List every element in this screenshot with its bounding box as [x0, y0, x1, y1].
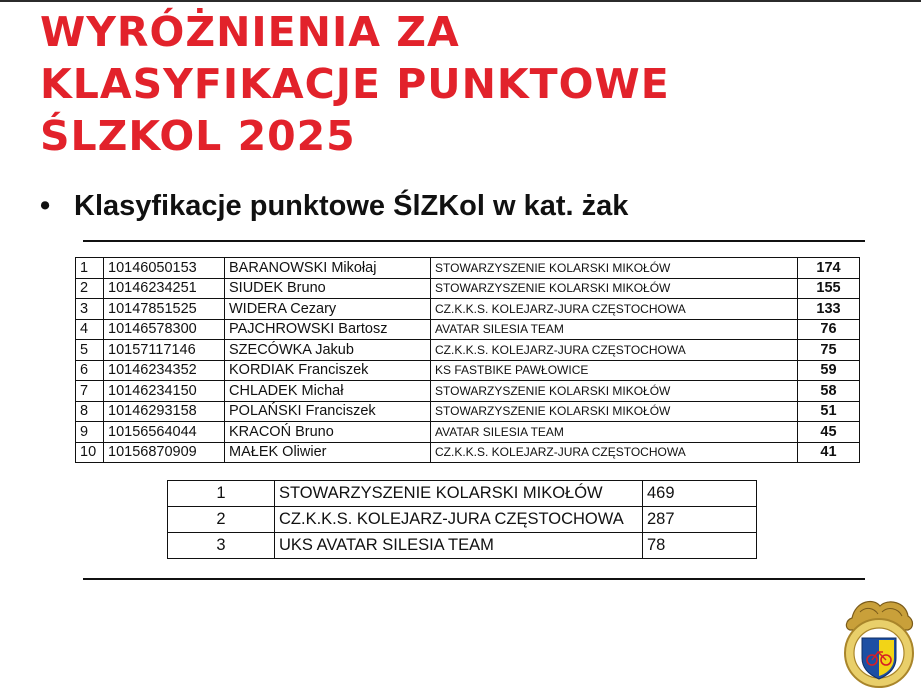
row-rider-name: MAŁEK Oliwier [225, 442, 431, 463]
team-row [168, 533, 757, 559]
row-place: 8 [76, 401, 104, 422]
row-place: 10 [76, 442, 104, 463]
row-club: STOWARZYSZENIE KOLARSKI MIKOŁÓW [431, 381, 798, 402]
row-club: CZ.K.K.S. KOLEJARZ-JURA CZĘSTOCHOWA [431, 442, 798, 463]
row-rider-name: BARANOWSKI Mikołaj [225, 258, 431, 279]
row-rider-name: KRACOŃ Bruno [225, 422, 431, 443]
classification-row [76, 299, 860, 320]
row-rider-name: KORDIAK Franciszek [225, 360, 431, 381]
classification-row [76, 340, 860, 361]
row-club: AVATAR SILESIA TEAM [431, 422, 798, 443]
row-place: 5 [76, 340, 104, 361]
top-border-line [0, 0, 921, 2]
classification-row [76, 381, 860, 402]
individual-classification-table [75, 257, 860, 463]
row-place: 6 [76, 360, 104, 381]
title-line-1: WYRÓŻNIENIA ZA [40, 8, 460, 56]
cycling-association-emblem-icon [838, 596, 918, 688]
page-title [40, 6, 670, 162]
row-rider-name: PAJCHROWSKI Bartosz [225, 319, 431, 340]
row-points: 58 [798, 381, 860, 402]
row-place: 4 [76, 319, 104, 340]
row-place: 2 [76, 278, 104, 299]
row-license: 10146234150 [104, 381, 225, 402]
row-points: 51 [798, 401, 860, 422]
row-license: 10146050153 [104, 258, 225, 279]
classification-row [76, 278, 860, 299]
row-license: 10157117146 [104, 340, 225, 361]
divider-top [83, 240, 865, 242]
row-license: 10146234251 [104, 278, 225, 299]
row-license: 10156564044 [104, 422, 225, 443]
section-heading-text: Klasyfikacje punktowe ŚlZKol w kat. żak [74, 190, 629, 222]
row-license: 10156870909 [104, 442, 225, 463]
row-club: CZ.K.K.S. KOLEJARZ-JURA CZĘSTOCHOWA [431, 340, 798, 361]
row-points: 76 [798, 319, 860, 340]
row-place: 3 [76, 299, 104, 320]
divider-bottom [83, 578, 865, 580]
row-place: 7 [76, 381, 104, 402]
row-points: 174 [798, 258, 860, 279]
classification-row [76, 360, 860, 381]
team-row [168, 481, 757, 507]
team-club: UKS AVATAR SILESIA TEAM [275, 533, 643, 559]
row-rider-name: SZECÓWKA Jakub [225, 340, 431, 361]
row-place: 9 [76, 422, 104, 443]
row-club: STOWARZYSZENIE KOLARSKI MIKOŁÓW [431, 278, 798, 299]
row-license: 10146293158 [104, 401, 225, 422]
title-line-2: KLASYFIKACJE PUNKTOWE [40, 60, 670, 108]
team-place: 1 [168, 481, 275, 507]
team-place: 2 [168, 507, 275, 533]
row-license: 10147851525 [104, 299, 225, 320]
team-club: CZ.K.K.S. KOLEJARZ-JURA CZĘSTOCHOWA [275, 507, 643, 533]
row-points: 41 [798, 442, 860, 463]
team-points: 287 [643, 507, 757, 533]
team-points: 78 [643, 533, 757, 559]
row-club: CZ.K.K.S. KOLEJARZ-JURA CZĘSTOCHOWA [431, 299, 798, 320]
row-license: 10146234352 [104, 360, 225, 381]
classification-row [76, 401, 860, 422]
row-rider-name: POLAŃSKI Franciszek [225, 401, 431, 422]
row-club: STOWARZYSZENIE KOLARSKI MIKOŁÓW [431, 401, 798, 422]
row-place: 1 [76, 258, 104, 279]
team-points: 469 [643, 481, 757, 507]
team-club: STOWARZYSZENIE KOLARSKI MIKOŁÓW [275, 481, 643, 507]
classification-row [76, 319, 860, 340]
individual-classification-body [76, 258, 860, 463]
team-classification-table [167, 480, 757, 559]
row-points: 75 [798, 340, 860, 361]
row-rider-name: SIUDEK Bruno [225, 278, 431, 299]
row-license: 10146578300 [104, 319, 225, 340]
classification-row [76, 258, 860, 279]
row-points: 133 [798, 299, 860, 320]
row-club: KS FASTBIKE PAWŁOWICE [431, 360, 798, 381]
title-line-3: ŚLZKOL 2025 [40, 112, 356, 160]
team-place: 3 [168, 533, 275, 559]
row-rider-name: CHLADEK Michał [225, 381, 431, 402]
row-club: STOWARZYSZENIE KOLARSKI MIKOŁÓW [431, 258, 798, 279]
bullet-point: • [40, 190, 51, 222]
row-club: AVATAR SILESIA TEAM [431, 319, 798, 340]
section-heading [40, 190, 628, 223]
team-classification-body [168, 481, 757, 559]
row-points: 155 [798, 278, 860, 299]
team-row [168, 507, 757, 533]
row-rider-name: WIDERA Cezary [225, 299, 431, 320]
classification-row [76, 422, 860, 443]
row-points: 45 [798, 422, 860, 443]
row-points: 59 [798, 360, 860, 381]
classification-row [76, 442, 860, 463]
